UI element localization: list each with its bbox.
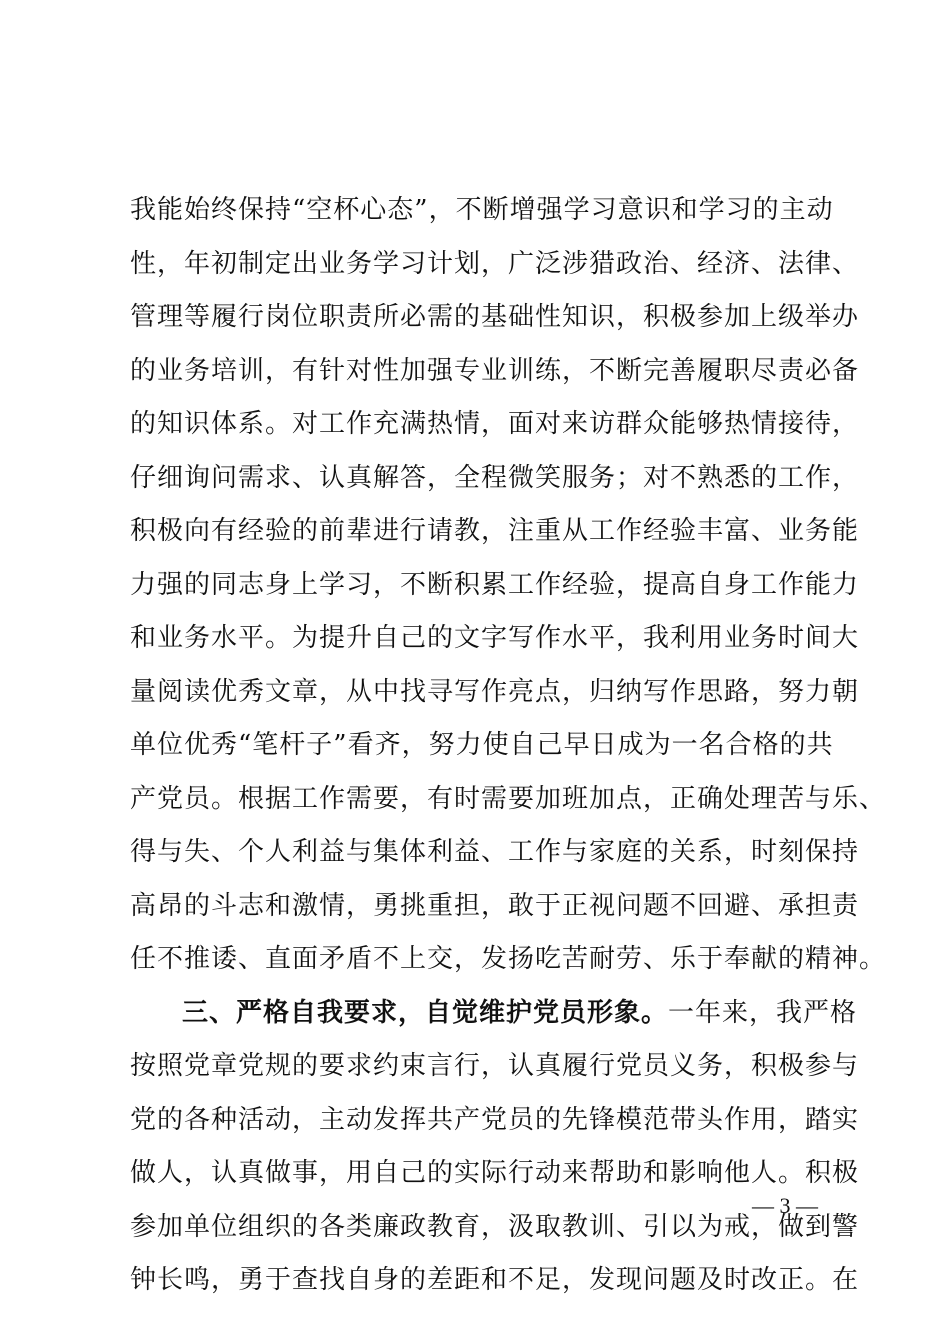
paragraph-line: 和业务水平。为提升自己的文字写作水平，我利用业务时间大 (130, 623, 860, 653)
paragraph-line: 力强的同志身上学习，不断积累工作经验，提高自身工作能力 (130, 569, 860, 600)
paragraph-line: 按照党章党规的要求约束言行，认真履行党员义务，积极参与 (130, 1051, 860, 1081)
paragraph-line: 参加单位组织的各类廉政教育，汲取教训、引以为戒，做到警 (130, 1211, 860, 1242)
paragraph-line: 性，年初制定出业务学习计划，广泛涉猎政治、经济、法律、 (130, 248, 860, 279)
body-text (130, 184, 887, 1308)
section-3-first-line-text: 一年来，我严格 (668, 997, 858, 1028)
paragraph-line: 得与失、个人利益与集体利益、工作与家庭的关系，时刻保持 (130, 837, 860, 867)
paragraph-line: 党的各种活动，主动发挥共产党员的先锋模范带头作用，踏实 (130, 1104, 860, 1135)
paragraph-line: 量阅读优秀文章，从中找寻写作亮点，归纳写作思路，努力朝 (130, 676, 860, 707)
paragraph-line: 高昂的斗志和激情，勇挑重担，敢于正视问题不回避、承担责 (130, 890, 860, 921)
paragraph-line: 单位优秀“笔杆子”看齐，努力使自己早日成为一名合格的共 (130, 730, 834, 760)
section-3-first-line (130, 987, 858, 1041)
paragraph-line: 仔细询问需求、认真解答，全程微笑服务；对不熟悉的工作， (130, 462, 860, 493)
paragraph-line: 任不推诿、直面矛盾不上交，发扬吃苦耐劳、乐于奉献的精神。 (130, 944, 887, 974)
paragraph-line: 钟长鸣，勇于查找自身的差距和不足，发现问题及时改正。在 (130, 1265, 860, 1295)
paragraph-line: 的知识体系。对工作充满热情，面对来访群众能够热情接待， (130, 409, 860, 439)
section-3-heading: 三、严格自我要求，自觉维护党员形象。 (182, 997, 669, 1028)
paragraph-line: 积极向有经验的前辈进行请教，注重从工作经验丰富、业务能 (130, 516, 860, 546)
paragraph-line: 做人，认真做事，用自己的实际行动来帮助和影响他人。积极 (130, 1158, 860, 1188)
paragraph-line: 的业务培训，有针对性加强专业训练，不断完善履职尽责必备 (130, 355, 860, 386)
paragraph-line: 产党员。根据工作需要，有时需要加班加点，正确处理苦与乐、 (130, 783, 887, 814)
paragraph-line: 管理等履行岗位职责所必需的基础性知识，积极参加上级举办 (130, 302, 860, 332)
paragraph-line: 我能始终保持“空杯心态”，不断增强学习意识和学习的主动 (130, 195, 834, 225)
page-number: — 3 — (752, 1193, 818, 1218)
